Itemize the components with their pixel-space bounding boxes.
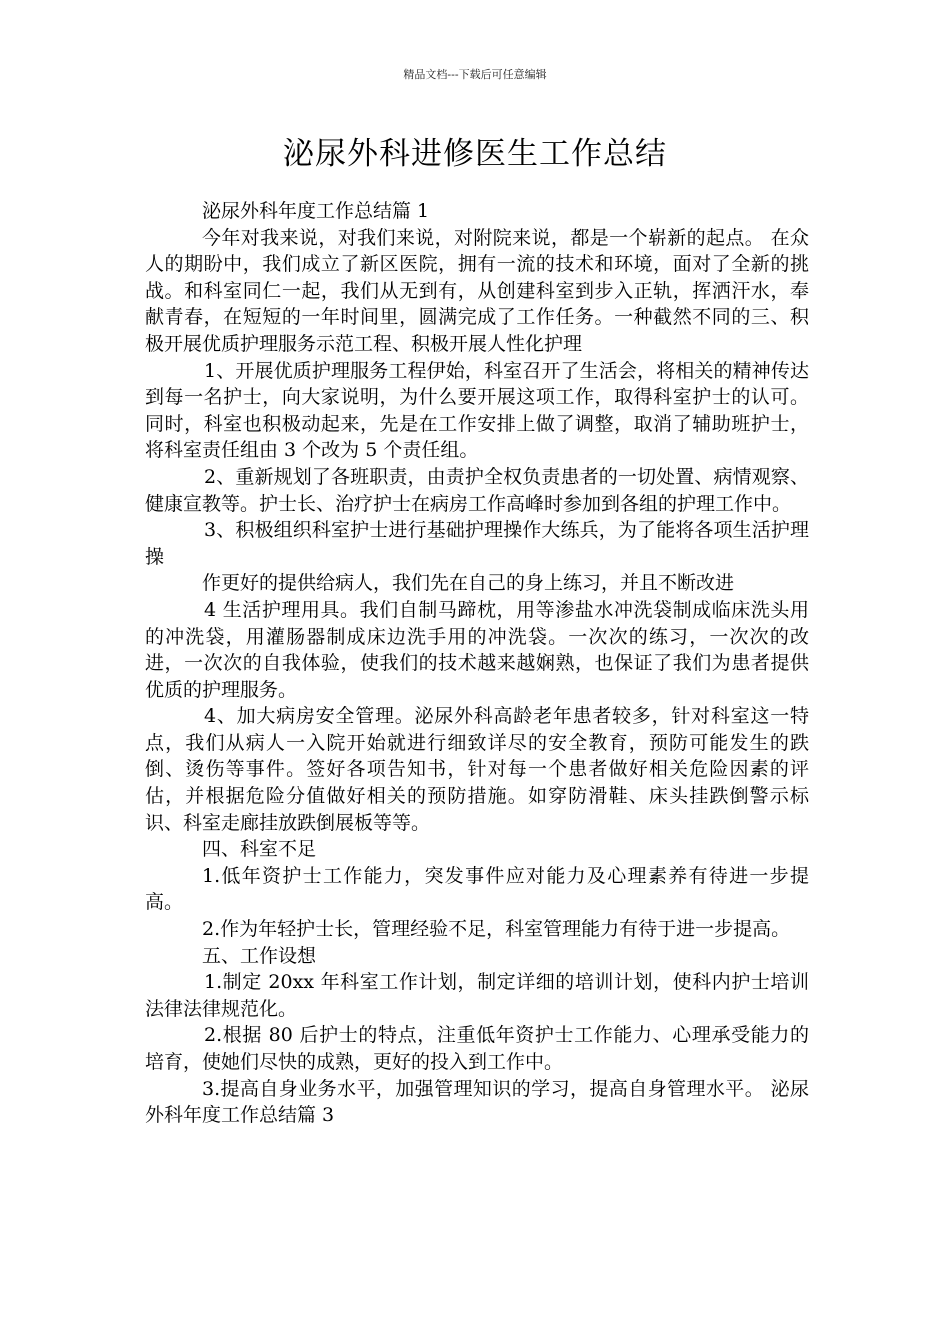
document-body xyxy=(145,198,809,1129)
section-heading-plans: 五、工作设想 xyxy=(202,944,317,967)
paragraph-shortcoming-1: 1.低年资护士工作能力，突发事件应对能力及心理素养有待进一步提高。 xyxy=(145,864,809,914)
paragraph-shortcoming-2: 2.作为年轻护士长，管理经验不足，科室管理能力有待于进一步提高。 xyxy=(202,918,791,941)
document-title: 泌尿外科进修医生工作总结 xyxy=(283,136,667,172)
paragraph-item-2: 2、重新规划了各班职责，由责护全权负责患者的一切处置、病情观察、健康宣教等。护士长、治疗护士在病房工作高峰时参加到各组的护理工作中。 xyxy=(145,465,809,515)
paragraph-item-4-tools: 4 生活护理用具。我们自制马蹄枕，用等渗盐水冲洗袋制成临床洗头用的冲洗袋，用灌肠器制成床边洗手用的冲洗袋。一次次的练习，一次次的改进，一次次的自我体验，使我们的技术越来越娴熟，也保证了我们为患者提供优质的护理服务。 xyxy=(145,598,809,701)
paragraph-plan-1: 1.制定 20xx 年科室工作计划，制定详细的培训计划，使科内护士培训法律法律规范化。 xyxy=(145,971,809,1020)
page-header-note: 精品文档---下载后可任意编辑 xyxy=(403,68,547,81)
paragraph-item-1: 1、开展优质护理服务工程伊始，科室召开了生活会，将相关的精神传达到每一名护士，向大家说明，为什么要开展这项工作，取得科室护士的认可。同时，科室也积极动起来，先是在工作安排上做了调整，取消了辅助班护士，将科室责任组由 3 个改为 5 个责任组。 xyxy=(145,359,809,462)
section-heading-shortcomings: 四、科室不足 xyxy=(202,838,317,861)
paragraph-item-4-safety: 4、加大病房安全管理。泌尿外科高龄老年患者较多，针对科室这一特点，我们从病人一入院开始就进行细致详尽的安全教育，预防可能发生的跌倒、烫伤等事件。签好各项告知书，针对每一个患者做好相关危险因素的评估，并根据危险分值做好相关的预防措施。如穿防滑鞋、床头挂跌倒警示标识、科室走廊挂放跌倒展板等等。 xyxy=(145,705,809,834)
paragraph-plan-2: 2.根据 80 后护士的特点，注重低年资护士工作能力、心理承受能力的培育，使她们尽快的成熟，更好的投入到工作中。 xyxy=(145,1024,809,1073)
paragraph-plan-3: 3.提高自身业务水平，加强管理知识的学习，提高自身管理水平。 泌尿外科年度工作总结篇 3 xyxy=(145,1077,809,1127)
paragraph-item-3: 3、积极组织科室护士进行基础护理操作大练兵，为了能将各项生活护理操 xyxy=(145,519,809,568)
section-heading-1: 泌尿外科年度工作总结篇 1 xyxy=(202,200,430,222)
paragraph-intro: 今年对我来说，对我们来说，对附院来说，都是一个崭新的起点。 在众人的期盼中，我们成立了新区医院，拥有一流的技术和环境，面对了全新的挑战。和科室同仁一起，我们从无到有，从创建科室到步入正轨，挥洒汗水，奉献青春，在短短的一年时间里，圆满完成了工作任务。一种截然不同的三、积极开展优质护理服务示范工程、积极开展人性化护理 xyxy=(145,226,809,355)
paragraph-item-3-continued: 作更好的提供给病人，我们先在自己的身上练习，并且不断改进 xyxy=(202,572,735,595)
